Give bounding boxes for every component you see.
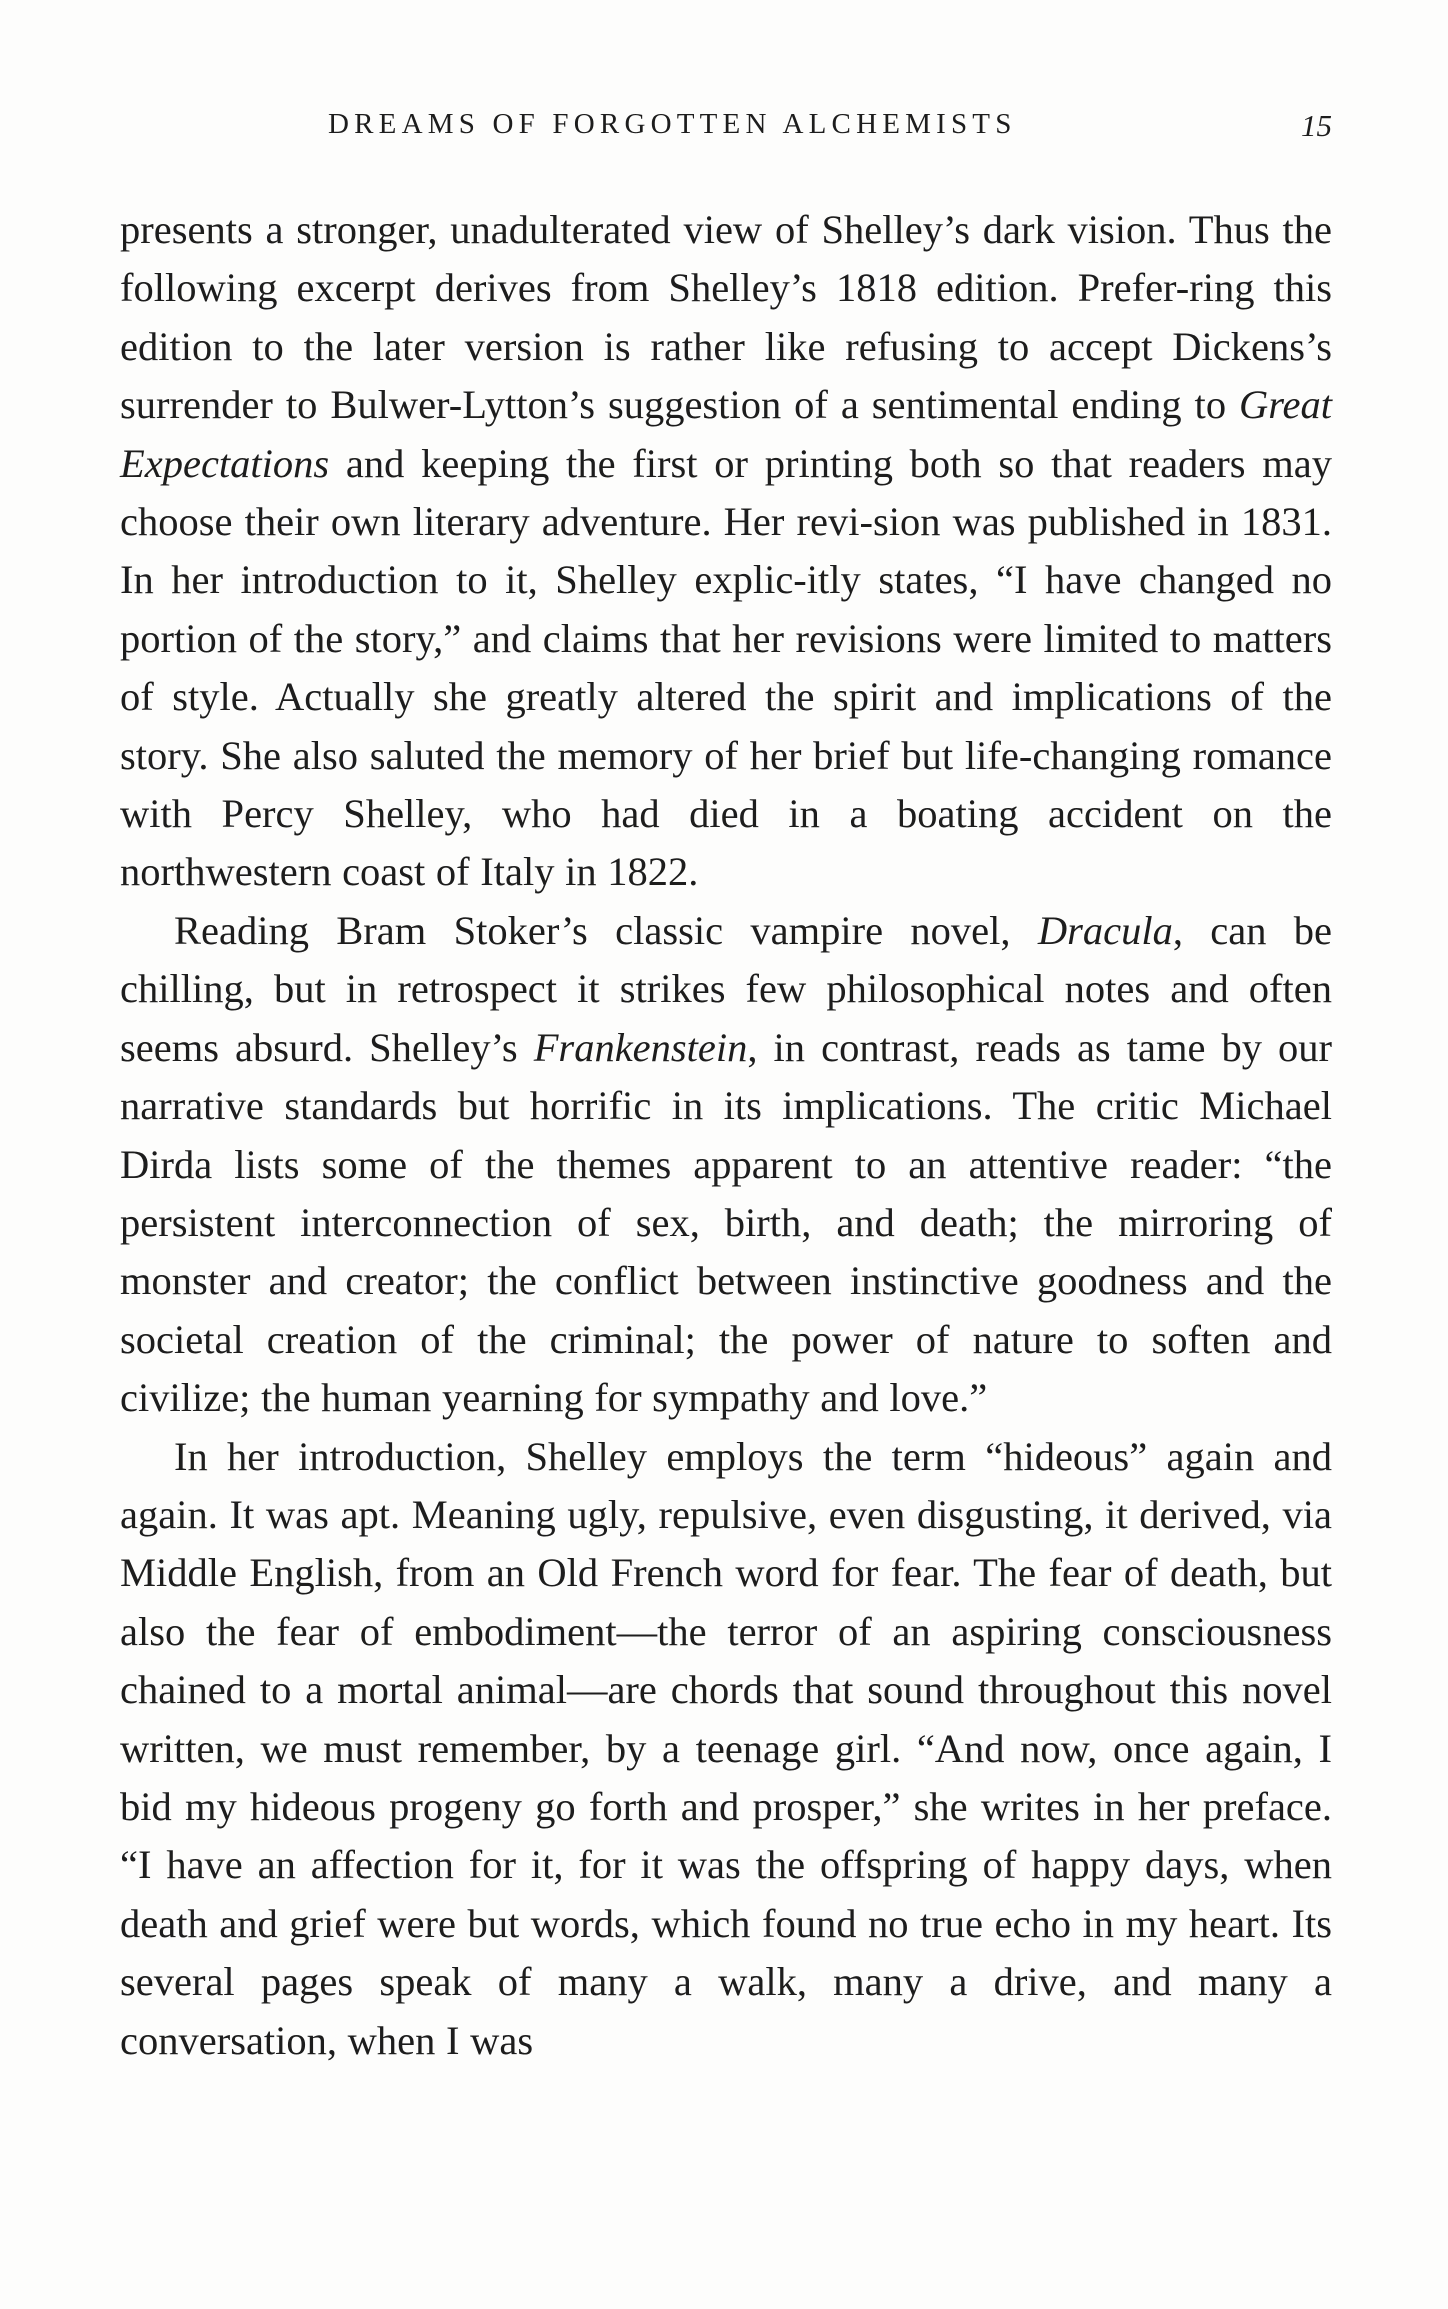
book-title-frankenstein: Frankenstein bbox=[533, 1024, 748, 1070]
paragraph-1 bbox=[120, 201, 1332, 902]
page-number: 15 bbox=[1301, 108, 1332, 143]
book-title-dracula: Dracula bbox=[1037, 907, 1173, 953]
paragraph-2-text-c: , in contrast, reads as tame by our narrative standards but horrific in its implications. The critic Michael Dirda lists some of the themes apparent to an attentive reader: “the persistent interconnection of sex, birth, and death; the mirroring of monster and creator; the conflict between instinctive goodness and the societal creation of the criminal; the power of nature to soften and civilize; the human yearning for sympathy and love.” bbox=[120, 1024, 1332, 1421]
paragraph-1-continuation: and keeping the first or printing both so that readers may choose their own literary adventure. Her revi-sion was published in 1831. In her introduction to it, Shelley explic-itly states, “I have changed no portion of the story,” and claims that her revisions were limited to matters of style. Actually she greatly altered the spirit and implications of the story. She also saluted the memory of her brief but life-changing romance with Percy Shelley, who had died in a boating accident on the northwestern coast of Italy in 1822. bbox=[120, 440, 1332, 895]
paragraph-3-text: In her introduction, Shelley employs the term “hideous” again and again. It was apt. Meaning ugly, repulsive, even disgusting, it derived, via Middle English, from an Old French word for fear. The fear of death, but also the fear of embodiment—the terror of an aspiring consciousness chained to a mortal animal—are chords that sound throughout this novel written, we must remember, by a teenage girl. “And now, once again, I bid my hideous progeny go forth and prosper,” she writes in her preface. “I have an affection for it, for it was the offspring of happy days, when death and grief were but words, which found no true echo in my heart. Its several pages speak of many a walk, many a drive, and many a conversation, when I was bbox=[120, 1433, 1332, 2063]
paragraph-2 bbox=[120, 902, 1332, 1428]
body-text bbox=[120, 201, 1332, 2070]
paragraph-3 bbox=[120, 1428, 1332, 2070]
book-title-great-expectations: Great Expectations bbox=[120, 382, 1333, 486]
paragraph-2-text-b: , can be chilling, but in retrospect it strikes few philosophical notes and often seems absurd. Shelley’s bbox=[120, 907, 1333, 1070]
paragraph-1-text: presents a stronger, unadulterated view of Shelley’s dark vision. Thus the following excerpt derives from Shelley’s 1818 edition. Prefer-ring this edition to the later version is rather like refusing to accept Dickens’s surrender to Bulwer-Lytton’s suggestion of a sentimental ending to bbox=[120, 207, 1332, 428]
running-head bbox=[120, 108, 1332, 148]
paragraph-2-text-a: Reading Bram Stoker’s classic vampire novel, bbox=[174, 907, 1038, 953]
running-title: DREAMS OF FORGOTTEN ALCHEMISTS bbox=[328, 108, 1017, 140]
